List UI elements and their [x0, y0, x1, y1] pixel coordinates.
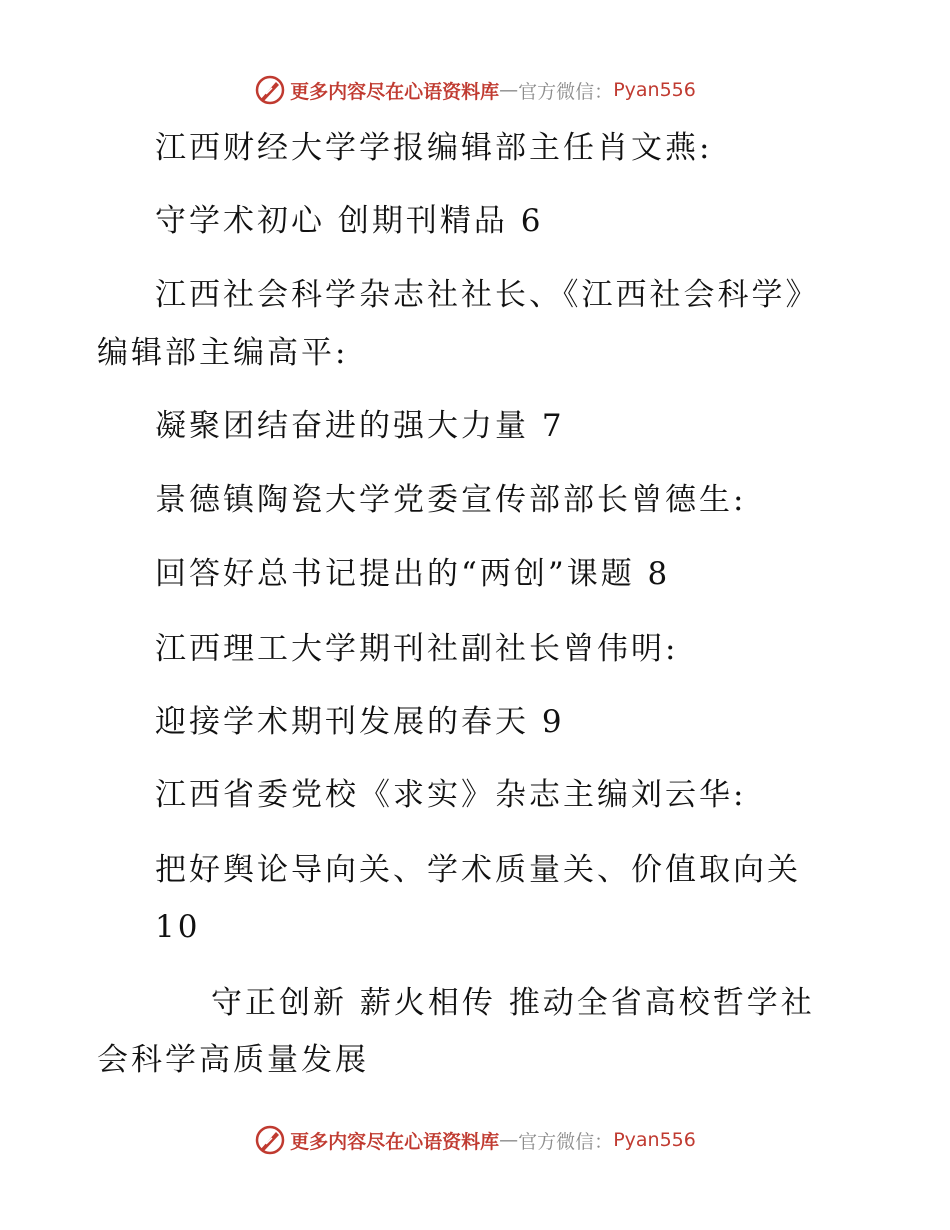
toc-line-6: 景德镇陶瓷大学党委宣传部部长曾德生: [155, 482, 747, 518]
watermark-title: 更多内容尽在心语资料库 [290, 80, 500, 103]
toc-line-5: 凝聚团结奋进的强大力量 7 [155, 408, 565, 444]
watermark-dash: — [499, 1129, 519, 1151]
watermark-title: 更多内容尽在心语资料库 [290, 1130, 500, 1153]
toc-line-13: 守正创新 薪火相传 推动全省高校哲学社 [211, 985, 815, 1021]
watermark-label: 官方微信： [518, 1130, 614, 1153]
toc-line-1: 江西财经大学学报编辑部主任肖文燕: [155, 130, 713, 166]
toc-line-11: 把好舆论导向关、学术质量关、价值取向关 [155, 852, 801, 888]
watermark-label: 官方微信： [518, 80, 614, 103]
toc-line-10: 江西省委党校《求实》杂志主编刘云华: [155, 777, 747, 813]
watermark-header [0, 70, 950, 110]
toc-line-8: 江西理工大学期刊社副社长曾伟明: [155, 631, 679, 667]
toc-line-4: 编辑部主编高平: [97, 335, 349, 371]
watermark-id: Pyan556 [613, 79, 696, 101]
toc-line-12: 10 [155, 909, 201, 945]
toc-line-14: 会科学高质量发展 [97, 1042, 369, 1078]
toc-line-3: 江西社会科学杂志社社长、《江西社会科学》 [155, 277, 820, 313]
quill-logo-icon [254, 74, 286, 106]
watermark-dash: — [499, 79, 519, 101]
toc-line-2: 守学术初心 创期刊精品 6 [155, 203, 544, 239]
quill-logo-icon [254, 1124, 286, 1156]
toc-line-7: 回答好总书记提出的“两创”课题 8 [155, 556, 671, 592]
watermark-id: Pyan556 [613, 1129, 696, 1151]
watermark-footer [0, 1120, 950, 1160]
toc-line-9: 迎接学术期刊发展的春天 9 [155, 704, 565, 740]
